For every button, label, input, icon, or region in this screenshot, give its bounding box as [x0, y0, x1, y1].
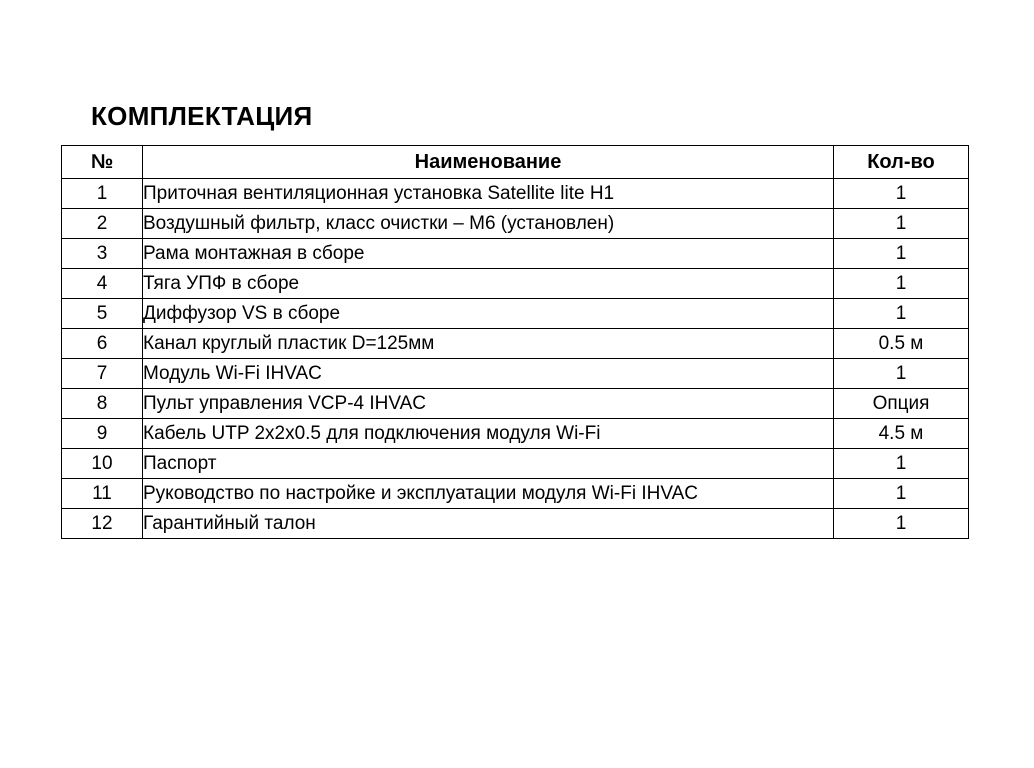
- row-name: Рама монтажная в сборе: [143, 239, 834, 269]
- row-name: Диффузор VS в сборе: [143, 299, 834, 329]
- row-number: 1: [62, 179, 143, 209]
- row-quantity: 0.5 м: [834, 329, 969, 359]
- row-number: 12: [62, 509, 143, 539]
- table-row: [62, 449, 969, 479]
- row-quantity: 4.5 м: [834, 419, 969, 449]
- header-quantity: Кол-во: [834, 146, 969, 179]
- row-quantity: 1: [834, 209, 969, 239]
- row-number: 6: [62, 329, 143, 359]
- row-quantity: 1: [834, 359, 969, 389]
- row-number: 7: [62, 359, 143, 389]
- table-row: [62, 509, 969, 539]
- table-row: [62, 329, 969, 359]
- table-row: [62, 209, 969, 239]
- row-name: Модуль Wi-Fi IHVAC: [143, 359, 834, 389]
- row-quantity: 1: [834, 479, 969, 509]
- row-quantity: 1: [834, 299, 969, 329]
- row-name: Руководство по настройке и эксплуатации модуля Wi-Fi IHVAC: [143, 479, 834, 509]
- row-name: Воздушный фильтр, класс очистки – М6 (установлен): [143, 209, 834, 239]
- table-row: [62, 179, 969, 209]
- row-quantity: 1: [834, 269, 969, 299]
- row-quantity: 1: [834, 449, 969, 479]
- row-quantity: 1: [834, 179, 969, 209]
- table-body: [62, 179, 969, 539]
- page-title: КОМПЛЕКТАЦИЯ: [91, 101, 313, 131]
- row-name: Канал круглый пластик D=125мм: [143, 329, 834, 359]
- row-number: 2: [62, 209, 143, 239]
- row-number: 10: [62, 449, 143, 479]
- table-row: [62, 389, 969, 419]
- row-quantity: 1: [834, 239, 969, 269]
- row-quantity: 1: [834, 509, 969, 539]
- row-name: Паспорт: [143, 449, 834, 479]
- table-row: [62, 269, 969, 299]
- table-row: [62, 299, 969, 329]
- row-number: 4: [62, 269, 143, 299]
- header-name: Наименование: [143, 146, 834, 179]
- table-row: [62, 479, 969, 509]
- row-quantity: Опция: [834, 389, 969, 419]
- row-number: 3: [62, 239, 143, 269]
- row-name: Кабель UTP 2x2x0.5 для подключения модуля Wi-Fi: [143, 419, 834, 449]
- header-number: №: [62, 146, 143, 179]
- table-row: [62, 419, 969, 449]
- row-number: 5: [62, 299, 143, 329]
- table-header-row: [62, 146, 969, 179]
- row-number: 8: [62, 389, 143, 419]
- row-name: Тяга УПФ в сборе: [143, 269, 834, 299]
- row-name: Гарантийный талон: [143, 509, 834, 539]
- row-name: Приточная вентиляционная установка Satellite lite H1: [143, 179, 834, 209]
- row-name: Пульт управления VCP-4 IHVAC: [143, 389, 834, 419]
- table-row: [62, 359, 969, 389]
- row-number: 11: [62, 479, 143, 509]
- kit-table: [61, 145, 969, 539]
- table-row: [62, 239, 969, 269]
- row-number: 9: [62, 419, 143, 449]
